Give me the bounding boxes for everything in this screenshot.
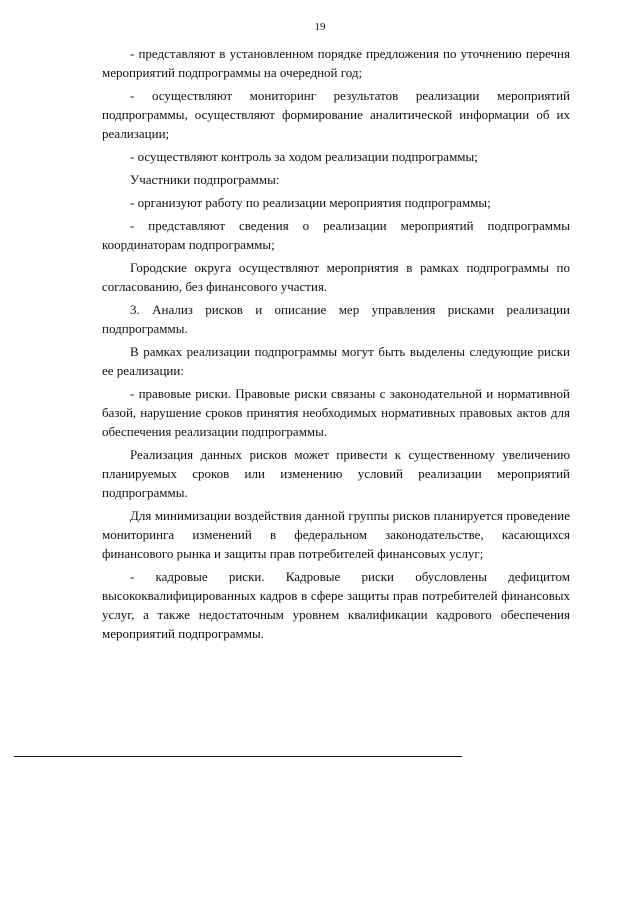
paragraph: - осуществляют контроль за ходом реализации подпрограммы; xyxy=(130,149,478,164)
document-body xyxy=(102,44,570,647)
paragraph: Реализация данных рисков может привести к существенному увеличению планируемых сроков или изменению условий реализации мероприятий подпрограммы. xyxy=(102,447,570,500)
paragraph: - осуществляют мониторинг результатов реализации мероприятий подпрограммы, осуществляют формирование аналитической информации об их реализации; xyxy=(102,88,570,141)
footnote-separator xyxy=(14,756,462,757)
paragraph: - представляют в установленном порядке предложения по уточнению перечня мероприятий подпрограммы на очередной год; xyxy=(102,46,570,80)
paragraph: - правовые риски. Правовые риски связаны с законодательной и нормативной базой, нарушение сроков принятия необходимых нормативных правовых актов для обеспечения реализации подпрограммы. xyxy=(102,386,570,439)
section-heading: 3. Анализ рисков и описание мер управления рисками реализации подпрограммы. xyxy=(102,302,570,336)
paragraph: Участники подпрограммы: xyxy=(130,172,280,187)
paragraph: - организуют работу по реализации мероприятия подпрограммы; xyxy=(130,195,491,210)
paragraph: - кадровые риски. Кадровые риски обусловлены дефицитом высококвалифицированных кадров в сфере защиты прав потребителей финансовых услуг, а также недостаточным уровнем квалификации кадрового обеспечения мероприятий подпрограммы. xyxy=(102,569,570,641)
paragraph: В рамках реализации подпрограммы могут быть выделены следующие риски ее реализации: xyxy=(102,344,570,378)
paragraph: Для минимизации воздействия данной группы рисков планируется проведение мониторинга изменений в федеральном законодательстве, касающихся финансового рынка и защиты прав потребителей финансовых услуг; xyxy=(102,508,570,561)
paragraph: - представляют сведения о реализации мероприятий подпрограммы координаторам подпрограммы; xyxy=(102,218,570,252)
page-number: 19 xyxy=(314,21,326,33)
paragraph: Городские округа осуществляют мероприятия в рамках подпрограммы по согласованию, без финансового участия. xyxy=(102,260,570,294)
